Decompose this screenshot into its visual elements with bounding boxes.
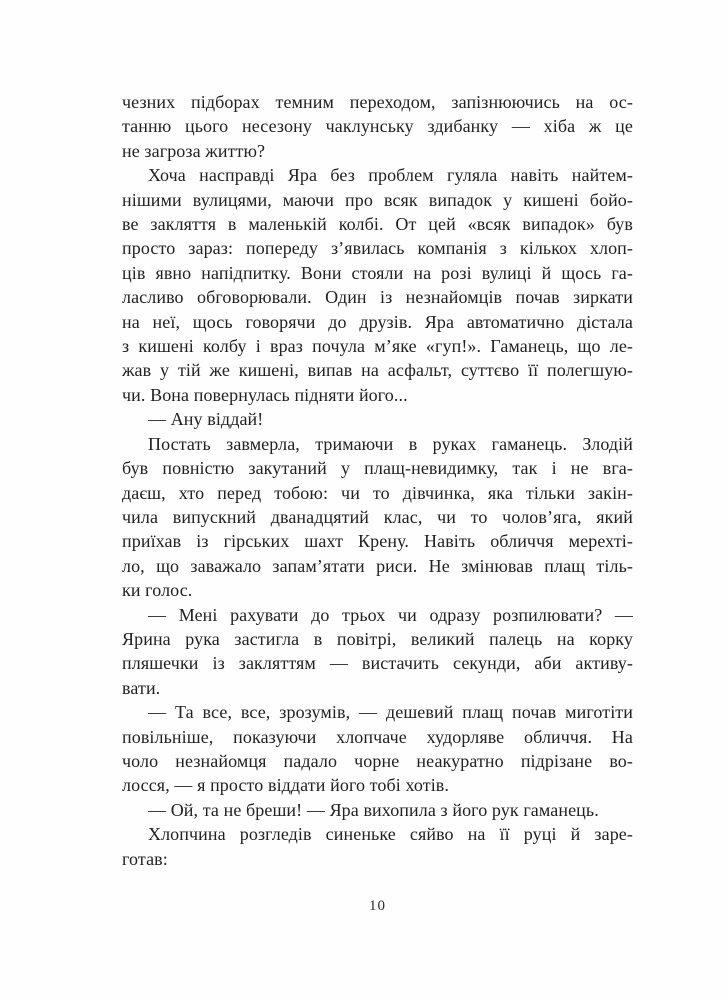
text-line: — Ой, та не бреши! — Яра вихопила з його рук гаманець. <box>148 799 599 820</box>
text-line: з кишені колбу і враз почула м’яке «гуп!». Гаманець, що ле- <box>122 336 633 357</box>
text-line: — Мені рахувати до трьох чи одразу розпилювати? — <box>148 604 633 625</box>
text-line: нішими вулицями, маючи про всяк випадок у кишені бойо- <box>122 189 633 210</box>
text-line: Хлопчина розгледів синеньке сяйво на її руці й заре- <box>148 824 633 845</box>
text-line: танню цього несезону чаклунську здибанку — хіба ж це <box>122 116 633 137</box>
text-line: ців явно напідпитку. Вони стояли на розі вулиці й щось га- <box>122 262 633 283</box>
text-line: приїхав із гірських шахт Крену. Навіть обличчя мерехті- <box>122 531 633 552</box>
text-line: готав: <box>122 848 168 869</box>
text-line: — Ану віддай! <box>148 409 264 430</box>
text-line: вати. <box>122 677 161 698</box>
text-line: не загроза життю? <box>122 140 266 161</box>
text-line: Ярина рука застигла в повітрі, великий палець на корку <box>122 628 633 649</box>
text-line: повільніше, показуючи хлопчаче худорляве обличчя. На <box>122 726 633 747</box>
text-line: даєш, хто перед тобою: чи то дівчинка, яка тільки закін- <box>122 482 633 503</box>
text-line: чоло незнайомця падало чорне неакуратно підрізане во- <box>122 750 633 771</box>
text-line: жав у тій же кишені, випав на асфальт, суттєво її полегшую- <box>122 360 633 381</box>
text-line: ки голос. <box>122 580 193 601</box>
text-block <box>122 90 633 871</box>
text-line: чила випускний дванадцятий клас, чи то чолов’яга, який <box>122 506 633 527</box>
text-line: — Та все, все, зрозумів, — дешевий плащ почав миготіти <box>148 702 633 723</box>
text-line: лосся, — я просто віддати його тобі хотів. <box>122 775 450 796</box>
text-line: просто зараз: попереду з’явилась компанія з кількох хлоп- <box>122 238 633 259</box>
text-line: ве закляття в маленькій колбі. От цей «всяк випадок» був <box>122 214 633 235</box>
text-line: ло, що заважало запам’ятати риси. Не змінював плащ тіль- <box>122 555 633 576</box>
text-line: Постать завмерла, тримаючи в руках гаманець. Злодій <box>148 433 633 454</box>
text-line: ласливо обговорювали. Один із незнайомців почав зиркати <box>122 287 633 308</box>
text-line: на неї, щось говорячи до друзів. Яра автоматично дістала <box>122 311 633 332</box>
text-line: був повністю закутаний у плащ-невидимку, так і не вга- <box>122 458 633 479</box>
text-line: Хоча насправді Яра без проблем гуляла навіть найтем- <box>148 165 633 186</box>
text-line: чезних підборах темним переходом, запізнюючись на ос- <box>122 92 633 112</box>
text-line: чи. Вона повернулась підняти його... <box>122 384 408 405</box>
text-line: пляшечки із закляттям — вистачить секунди, аби активу- <box>122 653 633 674</box>
page-number: 10 <box>369 898 386 914</box>
